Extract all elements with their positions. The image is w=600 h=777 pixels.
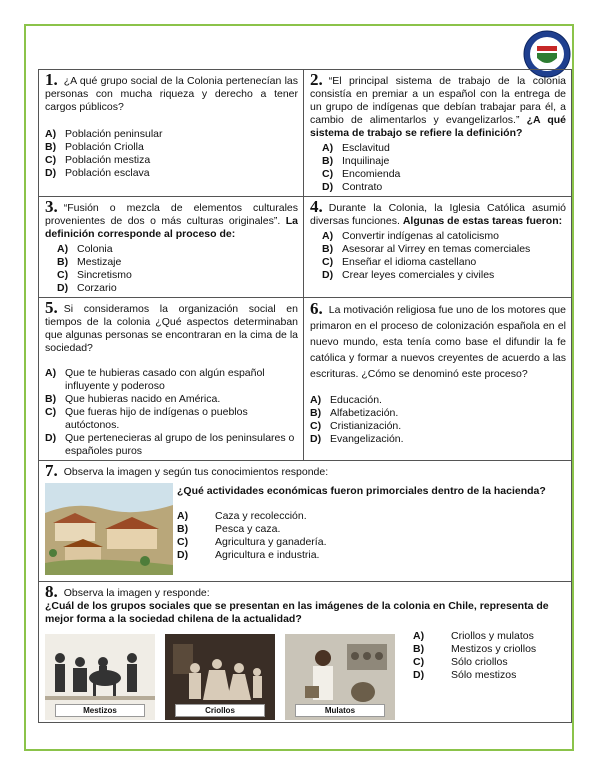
option-d[interactable]: D) Crear leyes comerciales y civiles [322,269,495,281]
question-text: La motivación religiosa fue uno de los motores que primaron en el proceso de colonización española en el nuevo mundo, esta tenía como base el difundir la fe católica y formar a nuevos creyentes de acuerdo a las escrituras. ¿Cómo se denominó este proceso? [310,304,566,380]
question-5 [39,298,304,461]
question-number: 8. [45,582,58,601]
question-number: 7. [45,461,58,480]
question-intro: Observa la imagen y responde: [63,587,210,599]
option-a[interactable]: A) Convertir indígenas al catolicismo [322,230,499,242]
question-7 [39,461,572,582]
option-c[interactable]: C) Cristianización. [310,420,402,432]
option-d[interactable]: D) Agricultura e industria. [177,549,320,561]
option-c[interactable]: C) Sincretismo [57,269,132,281]
image-caption: Mulatos [295,704,385,717]
question-text: Si consideramos la organización social en tiempos de la colonia ¿Qué aspectos determinaban que algunas personas se encontraran en la cima de la sociedad? [45,303,298,354]
question-2 [304,70,572,197]
question-8 [39,582,572,723]
option-c[interactable]: C) Sólo criollos [413,656,508,668]
question-number: 4. [310,197,323,216]
question-prompt: ¿Qué actividades económicas fueron primorciales dentro de la hacienda? [177,485,546,497]
question-number: 6. [310,299,323,318]
option-c[interactable]: C) Enseñar el idioma castellano [322,256,477,268]
mulatos-image [285,634,395,720]
question-4 [304,197,572,298]
option-c[interactable]: C) Población mestiza [45,154,151,166]
option-d[interactable]: D) Corzario [57,282,117,294]
question-number: 1. [45,70,58,89]
question-number: 5. [45,298,58,317]
option-a[interactable]: A) Esclavitud [322,142,390,154]
question-intro: Observa la imagen y según tus conocimientos responde: [63,466,329,478]
option-c[interactable]: C) Encomienda [322,168,401,180]
question-6 [304,298,572,461]
option-d[interactable]: D) Sólo mestizos [413,669,517,681]
mestizos-image [45,634,155,720]
question-text: “Fusión o mezcla de elementos culturales provenientes de dos o más culturas originales”. [45,202,298,227]
option-b[interactable]: B) Que hubieras nacido en América. [45,393,221,405]
option-c[interactable]: C) Que fueras hijo de indígenas o pueblos autóctonos. [45,406,248,431]
option-d[interactable]: D) Evangelización. [310,433,404,445]
question-3 [39,197,304,298]
question-prompt: La definición corresponde al proceso de: [45,215,298,240]
option-b[interactable]: B) Población Criolla [45,141,144,153]
option-b[interactable]: B) Asesorar al Virrey en temas comerciales [322,243,531,255]
question-number: 3. [45,197,58,216]
option-d[interactable]: D) Que pertenecieras al grupo de los peninsulares o españoles puros [45,432,295,457]
option-b[interactable]: B) Inquilinaje [322,155,390,167]
question-1 [39,70,304,197]
option-b[interactable]: B) Pesca y caza. [177,523,281,535]
question-text: ¿A qué grupo social de la Colonia pertenecían las personas con mucha riqueza y derecho a tener cargos públicos? [45,75,298,113]
question-text: “El principal sistema de trabajo de la colonia consistía en premiar a un español con la entrega de un grupo de indígenas que debían trabajar para él, a cambio de alimentarlos y evangelizarlos.” [310,75,566,126]
criollos-image [165,634,275,720]
option-d[interactable]: D) Población esclava [45,167,150,179]
option-a[interactable]: A) Colonia [57,243,113,255]
option-a[interactable]: A) Que te hubieras casado con algún español influyente y poderoso [45,367,265,392]
option-d[interactable]: D) Contrato [322,181,383,193]
questions-table [38,69,572,723]
question-prompt: ¿A qué sistema de trabajo se refiere la definición? [310,114,566,139]
option-a[interactable]: A) Criollos y mulatos [413,630,534,642]
option-b[interactable]: B) Alfabetización. [310,407,399,419]
option-a[interactable]: A) Educación. [310,394,382,406]
question-number: 2. [310,70,323,89]
option-b[interactable]: B) Mestizos y criollos [413,643,537,655]
option-a[interactable]: A) Caza y recolección. [177,510,307,522]
hacienda-illustration [45,483,173,575]
image-caption: Criollos [175,704,265,717]
option-b[interactable]: B) Mestizaje [57,256,122,268]
question-prompt: Algunas de estas tareas fueron: [402,215,563,227]
question-prompt: ¿Cuál de los grupos sociales que se presentan en las imágenes de la colonia en Chile, representa de mejor forma a la sociedad chilena de la actualidad? [45,600,549,625]
option-c[interactable]: C) Agricultura y ganadería. [177,536,327,548]
image-caption: Mestizos [55,704,145,717]
question-text: Durante la Colonia, la Iglesia Católica asumió diversas funciones. [310,202,566,227]
option-a[interactable]: A) Población peninsular [45,128,163,140]
